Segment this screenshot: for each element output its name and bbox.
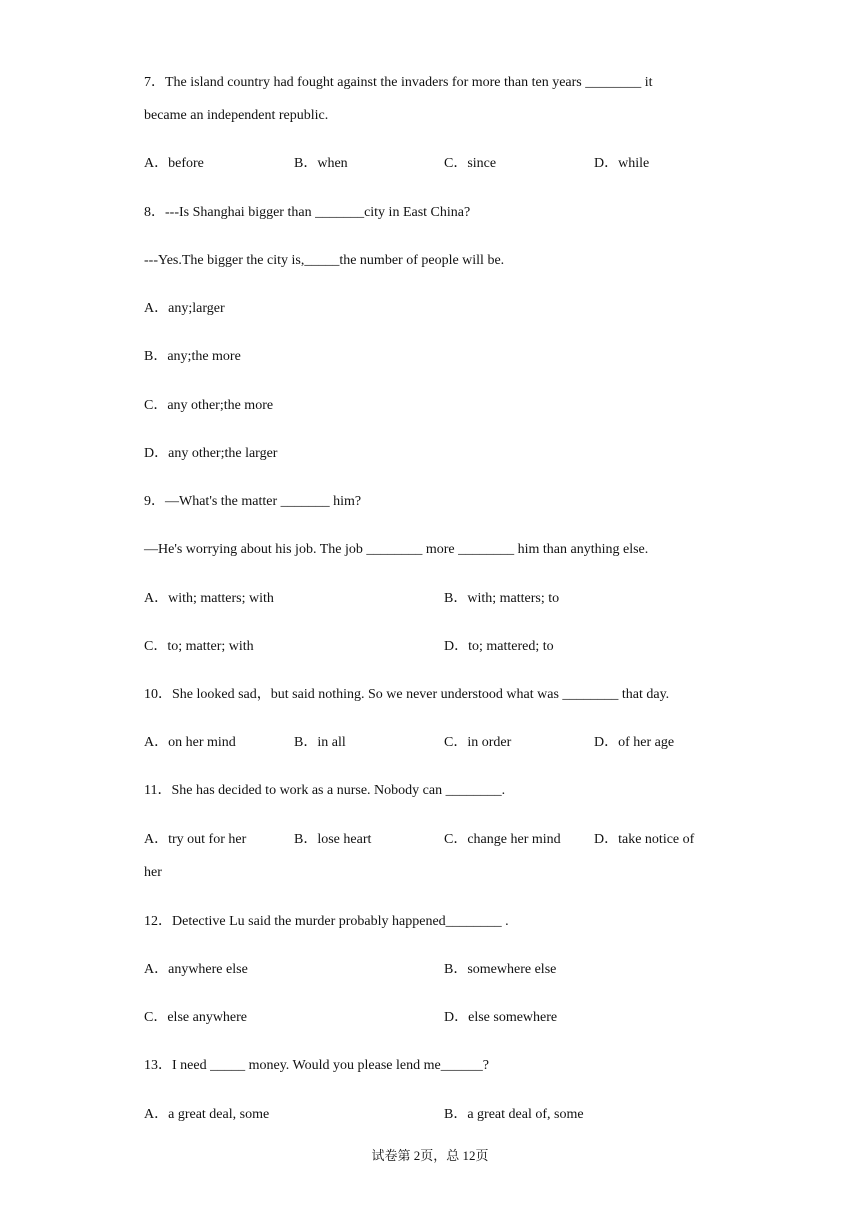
question-11-option-c[interactable]: C．change her mind [444, 832, 561, 847]
question-12-option-d[interactable]: D．else somewhere [444, 1010, 558, 1025]
question-12-stem: 12．Detective Lu said the murder probably happened________ . [144, 914, 509, 929]
question-7-stem-continued: became an independent republic. [144, 108, 329, 123]
question-8-option-a[interactable]: A．any;larger [144, 301, 225, 316]
question-8-option-b[interactable]: B．any;the more [144, 349, 241, 364]
question-7-option-a[interactable]: A．before [144, 156, 204, 171]
question-11-stem: 11．She has decided to work as a nurse. Nobody can ________. [144, 783, 506, 798]
question-10-stem: 10．She looked sad，but said nothing. So we never understood what was ________ that day. [144, 687, 670, 702]
question-11-option-a[interactable]: A．try out for her [144, 832, 247, 847]
question-7-stem: 7．The island country had fought against the invaders for more than ten years ________ it [144, 75, 653, 90]
question-11-option-b[interactable]: B．lose heart [294, 832, 372, 847]
question-12-option-b[interactable]: B．somewhere else [444, 962, 557, 977]
question-7-option-d[interactable]: D．while [594, 156, 650, 171]
question-13-stem: 13．I need _____ money. Would you please lend me______? [144, 1058, 489, 1073]
question-9-option-c[interactable]: C．to; matter; with [144, 639, 254, 654]
question-8-option-c[interactable]: C．any other;the more [144, 398, 274, 413]
question-13-option-b[interactable]: B．a great deal of, some [444, 1107, 584, 1122]
question-9-stem: 9．—What's the matter _______ him? [144, 494, 362, 509]
page-footer: 试卷第 2页，总 12页 [371, 1148, 489, 1163]
question-10-option-d[interactable]: D．of her age [594, 735, 675, 750]
question-10-option-a[interactable]: A．on her mind [144, 735, 236, 750]
question-10-option-b[interactable]: B．in all [294, 735, 346, 750]
question-11-option-d[interactable]: D．take notice of [594, 832, 695, 847]
question-12-option-a[interactable]: A．anywhere else [144, 962, 248, 977]
question-7-option-b[interactable]: B．when [294, 156, 348, 171]
question-7-option-c[interactable]: C．since [444, 156, 497, 171]
question-12-option-c[interactable]: C．else anywhere [144, 1010, 248, 1025]
question-9-option-d[interactable]: D．to; mattered; to [444, 639, 554, 654]
question-9-response: —He's worrying about his job. The job ________ more ________ him than anything else. [144, 542, 649, 557]
question-11-option-d-wrap: her [144, 865, 162, 880]
question-8-stem: 8．---Is Shanghai bigger than _______city in East China? [144, 205, 471, 220]
question-9-option-a[interactable]: A．with; matters; with [144, 591, 274, 606]
question-8-response: ---Yes.The bigger the city is,_____the number of people will be. [144, 253, 505, 268]
question-9-option-b[interactable]: B．with; matters; to [444, 591, 560, 606]
question-8-option-d[interactable]: D．any other;the larger [144, 446, 278, 461]
question-10-option-c[interactable]: C．in order [444, 735, 512, 750]
question-13-option-a[interactable]: A．a great deal, some [144, 1107, 270, 1122]
